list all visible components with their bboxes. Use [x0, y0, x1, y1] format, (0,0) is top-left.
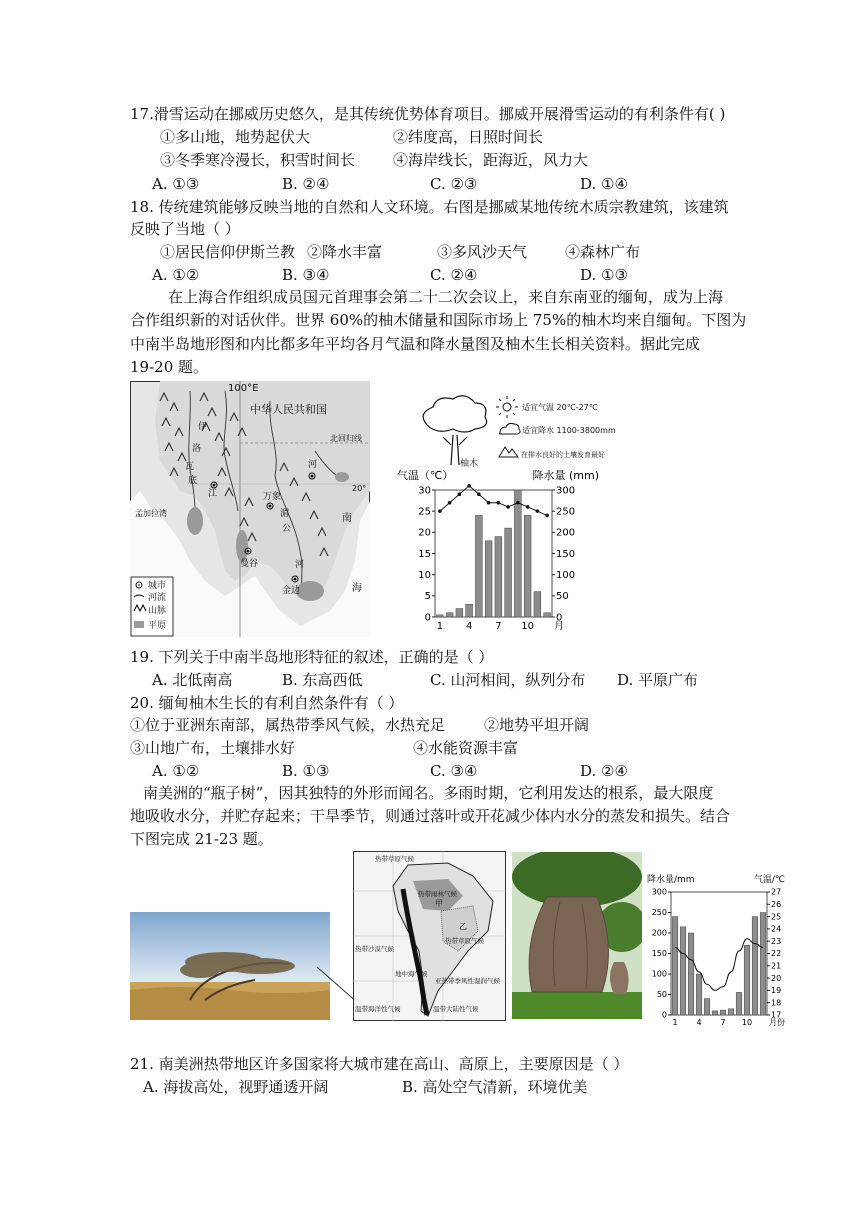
chart1-temp-point [526, 505, 530, 509]
intro21-line2: 地吸收水分，并贮存起来；干旱季节，则通过落叶或开花减少体内水分的蒸发和损失。结合 [130, 807, 731, 825]
q20-choices-row1 [0, 715, 860, 735]
chart1-bar [514, 490, 521, 617]
q19-option-a: A. 北低南高 [152, 671, 233, 689]
chart2-ytick-left-label: 300 [651, 887, 667, 897]
chart1-bar [456, 609, 463, 617]
chart1-bar [446, 613, 453, 617]
chart1-ytick-left-label: 25 [418, 506, 431, 518]
chart1-ylabel-right: 降水量 (mm) [532, 469, 599, 482]
chart1-bar [505, 528, 512, 617]
q20-choice-2: ②地势平坦开阔 [484, 716, 590, 734]
q17-choice-2: ②纬度高，日照时间长 [393, 128, 544, 146]
chart1-ytick-left-label: 30 [418, 485, 431, 497]
windswept-tree-svg [130, 912, 330, 1020]
label-china: 中华人民共和国 [250, 403, 327, 416]
intro19-line3: 中南半岛地形图和内比都多年平均各月气温和降水量图及柚木生长相关资料。据此完成 [130, 335, 701, 353]
chart1-temp-point [448, 501, 452, 505]
chart1-temp-point [545, 514, 549, 518]
q18-option-d: D. ①③ [580, 266, 628, 284]
chart1-ytick-right-label: 100 [556, 570, 576, 581]
chart2-ytick-right-label: 22 [771, 949, 782, 959]
chart2-ytick-left-label: 0 [661, 1010, 667, 1020]
climate-chart-naypyidaw [395, 465, 600, 635]
label-r5: 江 [208, 489, 218, 499]
intro21-line1: 南美洲的“瓶子树”，因其独特的外形而闻名。多雨时期，它利用发达的根系，最大限度 [143, 784, 714, 802]
chart2-bar [712, 1011, 718, 1015]
q20-option-d: D. ②④ [580, 762, 628, 780]
chart2-ytick-left-label: 100 [651, 969, 667, 979]
chart2-bar [760, 913, 766, 1016]
chart2-bar [704, 999, 710, 1015]
label-r6: 湄 [280, 509, 290, 519]
chart1-xtick-label: 1 [436, 621, 444, 632]
intro19-line4: 19-20 题。 [130, 358, 209, 376]
sa-label-savanna-north: 热带草原气候 [375, 855, 414, 863]
sa-label-mediterranean: 地中海气候 [395, 970, 428, 978]
legend-river: 河流 [148, 593, 167, 603]
sa-label-savanna-east: 热带草原气候 [445, 937, 484, 945]
sa-label-jia: 甲 [435, 899, 443, 908]
q20-option-c: C. ③④ [430, 762, 478, 780]
chart2-ytick-left-label: 250 [651, 908, 667, 918]
indochina-map-svg [130, 381, 370, 637]
chart1-bar [475, 515, 482, 617]
label-sea: 海 [352, 583, 362, 594]
chart1-ytick-left-label: 10 [418, 570, 431, 581]
label-r2: 洛 [192, 444, 202, 454]
chart2-bar [672, 917, 678, 1015]
chart1-ytick-right-label: 200 [556, 527, 576, 539]
chart1-ytick-left-label: 0 [424, 612, 431, 624]
chart2-xtick-label: 10 [741, 1018, 753, 1027]
q18-options [0, 265, 860, 285]
chart2-ytick-right-label: 24 [771, 924, 782, 934]
q17-option-d: D. ①④ [580, 175, 628, 193]
climate-chart-bottle-tree-svg [645, 870, 785, 1030]
chart1-bar [495, 537, 502, 617]
chart2-bar [728, 1009, 734, 1015]
chart1-temp-point [497, 501, 501, 505]
chart2-xtick-label: 7 [720, 1018, 726, 1027]
intro21-line3: 下图完成 21-23 题。 [130, 830, 273, 848]
q20-option-a: A. ①② [152, 762, 200, 780]
chart2-ylabel-right: 气温/℃ [753, 875, 785, 885]
intro19-line1: 在上海合作组织成员国元首理事会第二十二次会议上，来自东南亚的缅甸，成为上海 [168, 288, 724, 306]
label-20deg: 20° [352, 484, 367, 493]
q19-options [0, 670, 860, 690]
sa-label-desert: 热带沙漠气候 [355, 945, 394, 953]
q20-choice-4: ④水能资源丰富 [413, 739, 519, 757]
south-america-map-svg [353, 851, 506, 1021]
south-america-climate-map [353, 851, 506, 1021]
q18-choice-4: ④森林广布 [565, 243, 641, 261]
teak-info-svg [415, 395, 625, 470]
chart2-ytick-left-label: 50 [656, 990, 667, 1000]
chart1-xlabel: 月 [554, 621, 564, 632]
chart2-ytick-right-label: 21 [771, 961, 782, 971]
q18-stem-line1: 18. 传统建筑能够反映当地的自然和人文环境。右图是挪威某地传统木质宗教建筑，该建筑 [130, 198, 729, 216]
q19-option-b: B. 东高西低 [282, 671, 363, 689]
chart2-xtick-label: 4 [696, 1018, 702, 1027]
chart1-ytick-left-label: 20 [418, 527, 431, 539]
q21-option-b: B. 高处空气清新，环境优美 [402, 1078, 588, 1096]
q20-choices-row2 [0, 738, 860, 758]
q20-choice-3: ③山地广布，土壤排水好 [130, 739, 296, 757]
label-bangkok: 曼谷 [240, 559, 259, 569]
chart2-ytick-right-label: 25 [771, 912, 782, 922]
chart1-ytick-left-label: 15 [418, 548, 431, 560]
indochina-map [130, 381, 370, 637]
q17-stem: 17.滑雪运动在挪威历史悠久，是其传统优势体育项目。挪威开展滑雪运动的有利条件有( ) [130, 105, 726, 123]
q20-option-b: B. ①③ [282, 762, 330, 780]
climate-chart-naypyidaw-svg [395, 465, 600, 635]
chart1-ytick-right-label: 50 [556, 591, 569, 603]
label-r8: 河 [295, 560, 305, 570]
legend-mountain: 山脉 [148, 606, 167, 616]
chart1-temp-point [477, 492, 481, 496]
chart1-ytick-left-label: 5 [424, 591, 431, 603]
climate-chart-bottle-tree [645, 870, 785, 1030]
chart2-ytick-right-label: 26 [771, 899, 782, 909]
q18-stem-line2: 反映了当地（ ） [130, 220, 240, 238]
chart1-bar [436, 615, 443, 617]
q21-stem: 21. 南美洲热带地区许多国家将大城市建在高山、高原上，主要原因是（ ） [130, 1055, 629, 1073]
legend-plain: 平原 [148, 621, 167, 631]
chart1-temp-point [516, 501, 520, 505]
q17-choice-4: ④海岸线长，距海近，风力大 [393, 151, 589, 169]
chart1-bar [544, 613, 551, 617]
label-vientiane: 万象 [263, 492, 282, 502]
label-phnompenh: 金边 [282, 586, 301, 596]
chart1-bar [534, 592, 541, 617]
map-legend [131, 577, 173, 636]
chart1-temp-point [536, 509, 540, 513]
q17-option-b: B. ②④ [282, 175, 330, 193]
q18-choice-2: ②降水丰富 [307, 243, 383, 261]
q20-choice-1: ①位于亚洲东南部，属热带季风气候，水热充足 [130, 716, 446, 734]
chart1-temp-point [458, 492, 462, 496]
chart1-ylabel-left: 气温（℃） [397, 469, 454, 482]
chart1-temp-point [467, 484, 471, 488]
chart1-ytick-right-label: 0 [556, 612, 563, 624]
chart1-ytick-right-label: 150 [556, 548, 576, 560]
intro19-line2: 合作组织新的对话伙伴。世界 60%的柚木储量和国际市场上 75%的柚木均来自缅甸。下图为 [130, 311, 747, 329]
sa-label-rainforest: 热带雨林气候 [418, 890, 457, 898]
sa-label-subtropical: 亚热带季风性湿润气候 [435, 977, 500, 985]
q21-option-a: A. 海拔高处，视野通透开阔 [143, 1078, 329, 1096]
q18-choice-1: ①居民信仰伊斯兰教 [160, 243, 296, 261]
chart1-temp-point [487, 501, 491, 505]
teak-tree-icon [423, 396, 486, 465]
q17-choice-1: ①多山地，地势起伏大 [160, 128, 311, 146]
chart2-ytick-right-label: 17 [771, 1010, 782, 1020]
q20-stem: 20. 缅甸柚木生长的有利自然条件有（ ） [130, 694, 404, 712]
chart1-temp-point [506, 505, 510, 509]
label-sea-south: 南 [342, 513, 352, 524]
label-bay: 孟加拉湾 [135, 509, 167, 518]
chart2-ytick-right-label: 18 [771, 998, 782, 1008]
chart2-ylabel-left: 降水量/mm [647, 875, 695, 885]
chart1-xtick-label: 10 [521, 621, 534, 632]
legend-city: 城市 [148, 581, 167, 591]
q20-options [0, 761, 860, 781]
windswept-tree-photo [130, 912, 330, 1020]
chart2-bar [680, 927, 686, 1015]
mountain-soil-icon [499, 447, 518, 457]
sa-label-oceanic: 温带海洋性气候 [355, 1005, 401, 1013]
chart2-xtick-label: 1 [672, 1018, 678, 1027]
q18-choices [0, 242, 860, 262]
chart1-xtick-label: 4 [465, 621, 473, 632]
label-r1: 伊 [198, 422, 208, 432]
teak-tree-label: 柚木 [460, 459, 479, 469]
q17-choices-row1 [0, 127, 860, 147]
chart2-ytick-right-label: 23 [771, 936, 782, 946]
q18-option-c: C. ②④ [430, 266, 478, 284]
q17-options [0, 174, 860, 194]
chart1-ytick-right-label: 250 [556, 506, 576, 518]
q17-choices-row2 [0, 150, 860, 170]
chart1-temp-point [438, 509, 442, 513]
chart2-ytick-left-label: 150 [651, 949, 667, 959]
chart2-bar [696, 974, 702, 1015]
chart2-ytick-right-label: 27 [771, 887, 782, 897]
teak-temp: 适宜气温 20℃-27℃ [522, 403, 598, 412]
q17-choice-3: ③冬季寒冷漫长，积雪时间长 [160, 151, 356, 169]
q17-option-a: A. ①③ [152, 175, 200, 193]
chart2-bar [720, 1010, 726, 1015]
label-r3: 瓦 [185, 462, 195, 472]
label-100e: 100°E [228, 383, 259, 394]
teak-info [415, 395, 625, 470]
cloud-icon [499, 423, 520, 434]
chart2-bar [688, 933, 694, 1015]
bottle-tree-svg [512, 852, 642, 1019]
q19-option-d: D. 平原广布 [617, 671, 699, 689]
chart2-ytick-right-label: 19 [771, 986, 782, 996]
chart2-ytick-right-label: 20 [771, 973, 782, 983]
sun-icon [496, 396, 518, 418]
chart1-xtick-label: 7 [495, 621, 502, 632]
label-r4: 底 [188, 476, 198, 486]
q21-options [0, 1077, 860, 1097]
q19-stem: 19. 下列关于中南半岛地形特征的叙述，正确的是（ ） [130, 648, 494, 666]
q19-option-c: C. 山河相间，纵列分布 [430, 671, 586, 689]
label-hanoi: 河 [308, 460, 318, 470]
q17-option-c: C. ②③ [430, 175, 478, 193]
chart1-bar [524, 515, 531, 617]
label-tropic: 北回归线 [330, 434, 362, 443]
chart2-ytick-left-label: 200 [651, 928, 667, 938]
q18-choice-3: ③多风沙天气 [437, 243, 528, 261]
q18-option-a: A. ①② [152, 266, 200, 284]
chart2-bar [736, 992, 742, 1015]
chart1-ytick-right-label: 300 [556, 485, 576, 497]
teak-soil: 在排水良好的土壤发育最好 [521, 451, 605, 459]
chart2-bar [752, 917, 758, 1015]
teak-rain: 适宜降水 1100-3800mm [522, 426, 616, 435]
chart1-bar [485, 541, 492, 617]
chart1-bar [466, 604, 473, 617]
bottle-tree-photo [512, 852, 642, 1019]
sa-label-yi: 乙 [459, 922, 467, 931]
q18-option-b: B. ③④ [282, 266, 330, 284]
label-r7: 公 [282, 524, 292, 534]
sa-label-continental: 温带大陆性气候 [433, 1005, 479, 1013]
chart2-bar [744, 945, 750, 1015]
chart2-xlabel: 月份 [769, 1018, 785, 1027]
